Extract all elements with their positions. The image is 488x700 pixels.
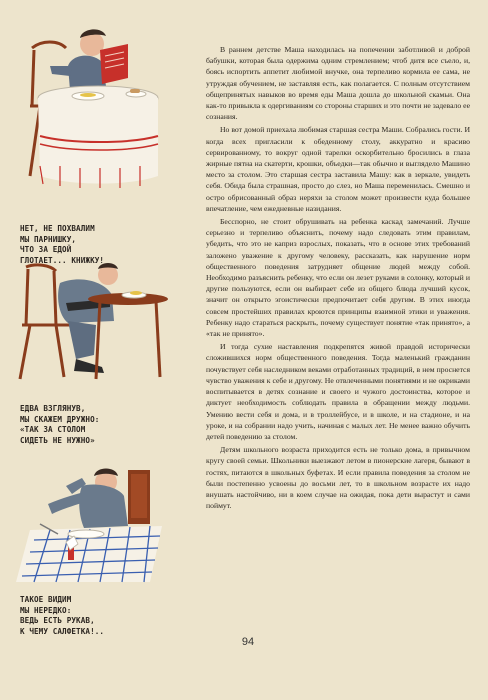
boy-wiping-mouth-with-sleeve-illustration: [10, 464, 170, 584]
caption-sleeve: ТАКОЕ ВИДИМ МЫ НЕРЕДКО: ВЕДЬ ЕСТЬ РУКАВ, К ЧЕМУ САЛФЕТКА!..: [20, 595, 105, 636]
caption-slouching: ЕДВА ВЗГЛЯНУВ, МЫ СКАЖЕМ ДРУЖНО: «ТАК ЗА СТОЛОМ СИДЕТЬ НЕ НУЖНО»: [20, 404, 100, 445]
paragraph: И тогда сухие наставления подкрепятся живой правдой исторически сложившихся норм общественного поведения. Тогда маленький гражданин почувствует себя наследником веками отработанных традиций, в нем проснется чувство уважения к себе и другому. Не отвлеченными понятиями и не окриками воспитывается в детях сознание и своего и чужого достоинства, которое и диктует необходимость соблюдать правила в обращении между людьми. Умению вести себя и дома, и в троллейбусе, и в школе, и на стадионе, и на уроке, и на собрании надо учить, начиная с малых лет. Не менее важно обучить детей поведению за столом.: [206, 342, 470, 441]
paragraph: Но вот домой приехала любимая старшая сестра Маши. Собрались гости. И когда всех пригласили к обеденному столу, аккуратно и красиво сервированному, то вокруг одной тарелки оскорбительно бросились в глаза жирные пятна на скатерти, крошки, объедки—так обычно и выглядело Машино место за столом. Это старшая сестра заставила Машу: как в зеркале, увидеть себя. Обида была страшная, просто до слез, но Маша переменилась. Смешно и остро обрисованный образ неряхи за столом может произвести куда большее впечатление, чем ежедневные назидания.: [206, 125, 470, 213]
paragraph: Бесспорно, не стоит обрушивать на ребенка каскад замечаний. Лучше серьезно и терпеливо объяснить, почему надо следовать этим правилам, убедить, что это не каприз взрослых, показать, что в основе этих требований заложено уважение к другому человеку, рассказать, как нарушение норм общественного поведения затрудняет общение людей между собой. Необходимо разъяснить ребенку, что если он лезет руками в солонку, который и другие пользуются, если он выбирает себе из общего блюда лучший кусок, значит он открыто эгоистически предпочитает себя другим. В этих иногда совсем простейших правилах кроются принципы взаимной этики и уважения. Ребенку надо стараться раскрыть, почему существует понятие «так принято», а «так не принято».: [206, 217, 470, 339]
boy-reading-at-table-illustration: [10, 26, 170, 196]
paragraph: Детям школьного возраста приходится есть не только дома, в привычном кругу своей семьи. Школьники выезжают летом в пионерские лагеря, бывают в гостях, питаются в школьных буфетах. И если правила поведения за столом не были постепенно усвоены до восьми лет, то в школьном возрасте их надо внушать настойчиво, ни в коем случае на ожидая, пока дети вырастут и сами поймут.: [206, 445, 470, 511]
paragraph: В раннем детстве Маша находилась на попечении заботливой и доброй бабушки, которая была одержима одним стремлением; чтоб дитя все съело, и, боясь испортить аппетит любимой внучке, она терпеливо кормила ее сама, не утруждая обучением, не заставляя есть, как полагается. С полным отсутствием общепринятых навыков во время еды Маша дошла до школьной скамьи. Она как-то привыкла к одергиваниям со стороны старших и это почти не задевало ее сознания.: [206, 45, 470, 122]
caption-book-at-table: НЕТ, НЕ ПОХВАЛИМ МЫ ПАРНИШКУ, ЧТО ЗА ЕДОЙ ГЛОТАЕТ... КНИЖКУ!: [20, 224, 105, 265]
main-text-column: [206, 44, 470, 513]
page-number: 94: [241, 636, 255, 648]
boy-slouching-at-table-illustration: [10, 255, 170, 383]
